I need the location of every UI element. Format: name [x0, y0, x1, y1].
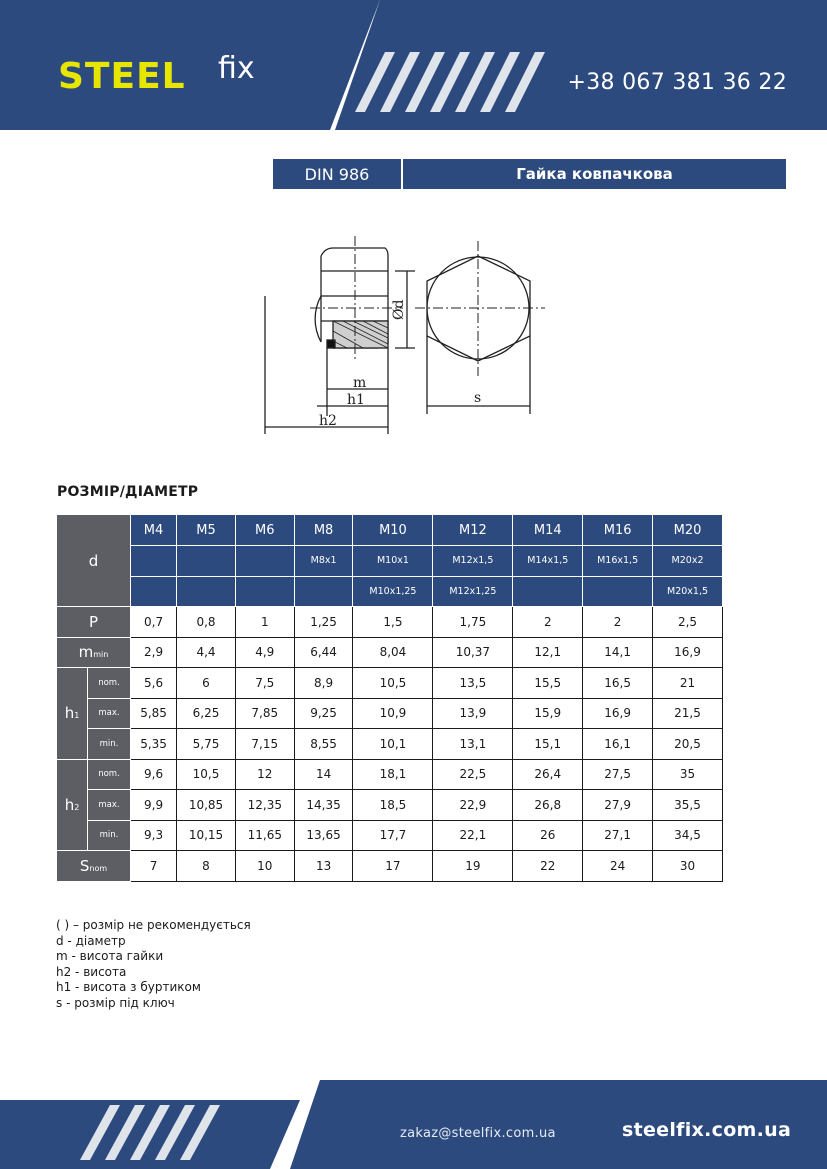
value-cell: 10 [235, 851, 294, 882]
row-label-sub: 1 [74, 711, 80, 721]
value-cell: 15,5 [513, 668, 583, 699]
value-cell: 0,8 [177, 607, 236, 638]
value-cell: 10,9 [353, 698, 433, 729]
value-cell: 14,35 [294, 790, 353, 821]
value-cell: 10,1 [353, 729, 433, 760]
value-cell: 15,1 [513, 729, 583, 760]
size-header: M6 [235, 515, 294, 546]
value-cell: 21,5 [653, 698, 723, 729]
logo-steel-text: STEEL [58, 56, 186, 97]
technical-drawing [255, 236, 615, 441]
value-cell: 35 [653, 759, 723, 790]
value-cell: 22 [513, 851, 583, 882]
pitch-variant [131, 576, 177, 607]
value-cell: 27,1 [583, 820, 653, 851]
steelfix-logo[interactable] [58, 48, 288, 98]
value-cell: 20,5 [653, 729, 723, 760]
pitch-variant: M20x1,5 [653, 576, 723, 607]
value-cell: 34,5 [653, 820, 723, 851]
value-cell: 8 [177, 851, 236, 882]
value-cell: 2 [583, 607, 653, 638]
value-cell: 27,5 [583, 759, 653, 790]
value-cell: 9,3 [131, 820, 177, 851]
value-cell: 9,25 [294, 698, 353, 729]
value-cell: 14,1 [583, 637, 653, 668]
value-cell: 13 [294, 851, 353, 882]
value-cell: 26,8 [513, 790, 583, 821]
dim-label-d: Ød [391, 299, 407, 320]
tolerance-label: min. [88, 820, 131, 851]
value-cell: 16,1 [583, 729, 653, 760]
section-title: РОЗМІР/ДІАМЕТР [57, 484, 199, 500]
value-cell: 2 [513, 607, 583, 638]
value-cell: 4,9 [235, 637, 294, 668]
note-line: h2 - висота [56, 964, 127, 979]
value-cell: 6,25 [177, 698, 236, 729]
value-cell: 9,9 [131, 790, 177, 821]
value-cell: 13,65 [294, 820, 353, 851]
pitch-variant: M14x1,5 [513, 546, 583, 577]
pitch-variant: M12x1,25 [433, 576, 513, 607]
value-cell: 8,04 [353, 637, 433, 668]
row-label-s-nom [57, 851, 131, 882]
title-bar [273, 159, 786, 189]
size-header: M16 [583, 515, 653, 546]
value-cell: 16,9 [653, 637, 723, 668]
tolerance-label: max. [88, 790, 131, 821]
value-cell: 12,35 [235, 790, 294, 821]
value-cell: 30 [653, 851, 723, 882]
value-cell: 6 [177, 668, 236, 699]
value-cell: 1,5 [353, 607, 433, 638]
value-cell: 16,9 [583, 698, 653, 729]
value-cell: 10,15 [177, 820, 236, 851]
dim-label-s: s [474, 390, 482, 406]
value-cell: 17 [353, 851, 433, 882]
value-cell: 5,35 [131, 729, 177, 760]
value-cell: 10,5 [177, 759, 236, 790]
pitch-variant [235, 576, 294, 607]
tolerance-label: nom. [88, 759, 131, 790]
size-header: M12 [433, 515, 513, 546]
pitch-variant [131, 546, 177, 577]
value-cell: 5,85 [131, 698, 177, 729]
size-header: M8 [294, 515, 353, 546]
pitch-variant [235, 546, 294, 577]
value-cell: 0,7 [131, 607, 177, 638]
value-cell: 18,1 [353, 759, 433, 790]
value-cell: 22,1 [433, 820, 513, 851]
value-cell: 17,7 [353, 820, 433, 851]
notes [56, 918, 251, 1011]
pitch-variant [294, 576, 353, 607]
value-cell: 5,75 [177, 729, 236, 760]
value-cell: 12 [235, 759, 294, 790]
value-cell: 27,9 [583, 790, 653, 821]
tolerance-label: min. [88, 729, 131, 760]
spec-table [56, 514, 723, 882]
value-cell: 13,1 [433, 729, 513, 760]
value-cell: 26 [513, 820, 583, 851]
row-label-main: h [64, 704, 75, 723]
value-cell: 10,85 [177, 790, 236, 821]
pitch-variant: M16x1,5 [583, 546, 653, 577]
phone-number[interactable]: +38 067 381 36 22 [567, 70, 787, 95]
pitch-variant: M10x1 [353, 546, 433, 577]
value-cell: 7 [131, 851, 177, 882]
value-cell: 10,37 [433, 637, 513, 668]
value-cell: 4,4 [177, 637, 236, 668]
value-cell: 24 [583, 851, 653, 882]
row-label-main: m [78, 643, 94, 662]
value-cell: 13,9 [433, 698, 513, 729]
value-cell: 16,5 [583, 668, 653, 699]
value-cell: 2,9 [131, 637, 177, 668]
value-cell: 26,4 [513, 759, 583, 790]
value-cell: 7,85 [235, 698, 294, 729]
value-cell: 15,9 [513, 698, 583, 729]
size-header: M10 [353, 515, 433, 546]
size-header: M5 [177, 515, 236, 546]
value-cell: 13,5 [433, 668, 513, 699]
pitch-variant [177, 576, 236, 607]
value-cell: 22,9 [433, 790, 513, 821]
value-cell: 7,15 [235, 729, 294, 760]
value-cell: 5,6 [131, 668, 177, 699]
pitch-variant [513, 576, 583, 607]
row-label-sub: 2 [74, 802, 80, 812]
value-cell: 6,44 [294, 637, 353, 668]
value-cell: 14 [294, 759, 353, 790]
size-header: M4 [131, 515, 177, 546]
dim-label-h1: h1 [347, 392, 365, 408]
standard-label: DIN 986 [273, 159, 403, 189]
size-header: M20 [653, 515, 723, 546]
size-header: M14 [513, 515, 583, 546]
value-cell: 11,65 [235, 820, 294, 851]
note-line: d - діаметр [56, 933, 126, 948]
row-label-main: S [79, 856, 90, 875]
value-cell: 22,5 [433, 759, 513, 790]
value-cell: 1,75 [433, 607, 513, 638]
value-cell: 21 [653, 668, 723, 699]
value-cell: 12,1 [513, 637, 583, 668]
dim-label-h2: h2 [319, 413, 337, 429]
product-name: Гайка ковпачкова [516, 165, 673, 183]
pitch-variant: M10x1,25 [353, 576, 433, 607]
pitch-variant: M8x1 [294, 546, 353, 577]
note-line: h1 - висота з буртиком [56, 980, 201, 994]
value-cell: 19 [433, 851, 513, 882]
d-label-cell: d [57, 515, 131, 607]
row-label-m-min [57, 637, 131, 668]
note-line: s - розмір під ключ [56, 995, 175, 1010]
value-cell: 7,5 [235, 668, 294, 699]
pitch-variant: M20x2 [653, 546, 723, 577]
tolerance-label: nom. [88, 668, 131, 699]
value-cell: 1,25 [294, 607, 353, 638]
value-cell: 8,9 [294, 668, 353, 699]
tolerance-label: max. [88, 698, 131, 729]
value-cell: 10,5 [353, 668, 433, 699]
value-cell: 1 [235, 607, 294, 638]
pitch-variant [177, 546, 236, 577]
value-cell: 2,5 [653, 607, 723, 638]
dim-label-m: m [353, 375, 367, 391]
note-line: m - висота гайки [56, 949, 164, 963]
email-link[interactable]: zakaz@steelfix.com.ua [400, 1126, 556, 1141]
value-cell: 9,6 [131, 759, 177, 790]
row-label-sub: nom [89, 863, 108, 873]
row-label-main: h [64, 795, 75, 814]
pitch-variant: M12x1,5 [433, 546, 513, 577]
website-link[interactable]: steelfix.com.ua [622, 1119, 792, 1141]
row-label-p: P [57, 607, 131, 638]
row-label-h1 [57, 668, 88, 760]
value-cell: 8,55 [294, 729, 353, 760]
value-cell: 35,5 [653, 790, 723, 821]
value-cell: 18,5 [353, 790, 433, 821]
logo-fix-text: fix [218, 51, 255, 86]
row-label-h2 [57, 759, 88, 851]
note-line: ( ) – розмір не рекомендується [56, 918, 251, 932]
row-label-sub: min [93, 650, 109, 660]
pitch-variant [583, 576, 653, 607]
